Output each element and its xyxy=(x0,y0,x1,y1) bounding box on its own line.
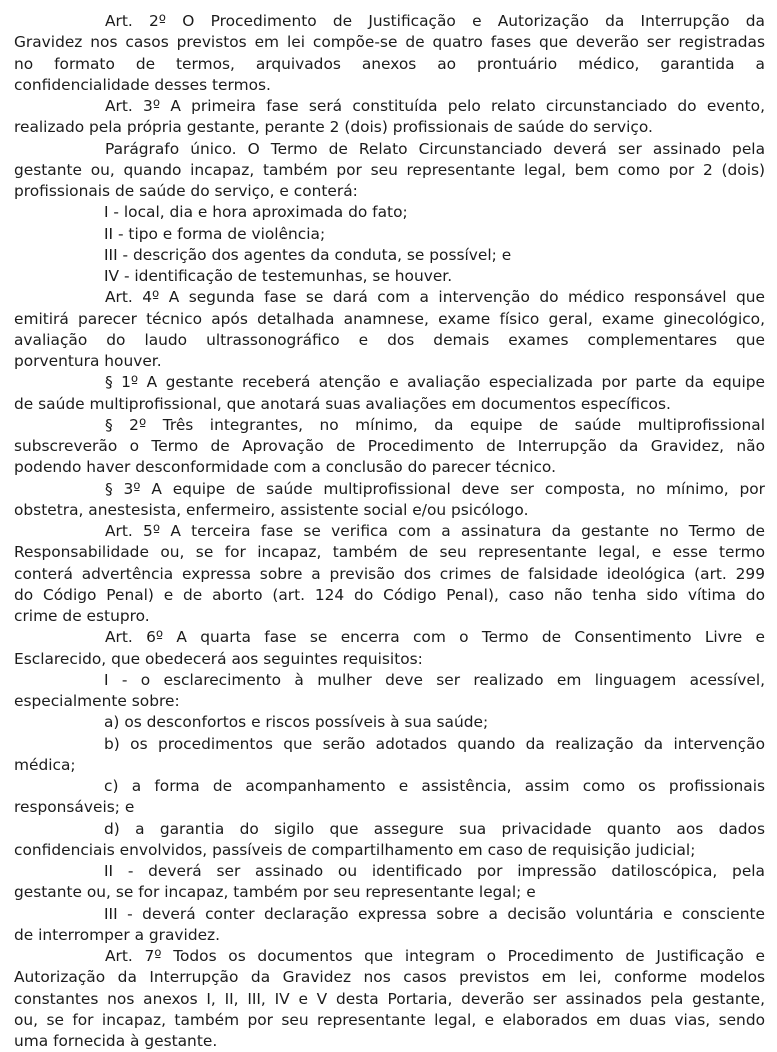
art-2-line-4: confidencialidade desses termos. xyxy=(14,75,271,94)
art-2-line-2: Gravidez nos casos previstos em lei compõe-se de quatro fases que deverão ser registradas xyxy=(14,33,765,52)
art-4-line-3: avaliação do laudo ultrassonográfico e dos demais exames complementares que xyxy=(14,330,765,349)
art-5-line-2: Responsabilidade ou, se for incapaz, também de seu representante legal, e esse termo xyxy=(14,543,765,562)
art-7-line-4: ou, se for incapaz, também por seu representante legal, e elaborados em duas vias, sendo xyxy=(14,1010,765,1029)
art-5-line-1: Art. 5º A terceira fase se verifica com a assinatura da gestante no Termo de xyxy=(105,522,765,540)
art-4-par-2-line-2: subscreverão o Termo de Aprovação de Procedimento de Interrupção da Gravidez, não xyxy=(14,437,765,455)
art-7-line-1: Art. 7º Todos os documentos que integram o Procedimento de Justificação e xyxy=(105,947,765,965)
inciso-iii: III - descrição dos agentes da conduta, se possível; e xyxy=(104,245,512,264)
art-6-inciso-iii-line-1: III - deverá conter declaração expressa sobre a decisão voluntária e consciente xyxy=(104,904,765,923)
alinea-c-line-2: responsáveis; e xyxy=(14,798,135,817)
art-4-par-1-line-2: de saúde multiprofissional, que anotará suas avaliações em documentos específicos. xyxy=(14,394,671,413)
art-6-inciso-i-line-2: especialmente sobre: xyxy=(14,692,180,710)
alinea-a: a) os desconfortos e riscos possíveis à sua saúde; xyxy=(104,713,489,732)
alinea-b-line-2: médica; xyxy=(14,755,76,774)
art-5-line-5: crime de estupro. xyxy=(14,607,150,625)
art-7-line-2: Autorização da Interrupção da Gravidez nos casos previstos em lei, conforme modelos xyxy=(14,968,765,987)
art-6-inciso-ii-line-2: gestante ou, se for incapaz, também por seu representante legal; e xyxy=(14,883,536,902)
art-4-par-3-line-2: obstetra, anestesista, enfermeiro, assistente social e/ou psicólogo. xyxy=(14,500,529,519)
art-4-line-4: porventura houver. xyxy=(14,352,162,370)
alinea-d-line-2: confidenciais envolvidos, passíveis de compartilhamento em caso de requisição judicial; xyxy=(14,840,696,859)
alinea-b-line-1: b) os procedimentos que serão adotados quando da realização da intervenção xyxy=(104,734,765,753)
art-3-line-1: Art. 3º A primeira fase será constituída pelo relato circunstanciado do evento, xyxy=(105,97,765,115)
art-5-line-3: conterá advertência expressa sobre a previsão dos crimes de falsidade ideológica (art. 299 xyxy=(14,564,765,583)
art-4-par-2-line-1: § 2º Três integrantes, no mínimo, da equipe de saúde multiprofissional xyxy=(105,415,765,434)
art-2-line-3: no formato de termos, arquivados anexos ao prontuário médico, garantida a xyxy=(14,54,765,73)
art-4-par-2-line-3: podendo haver desconformidade com a conclusão do parecer técnico. xyxy=(14,458,556,477)
art-6-line-1: Art. 6º A quarta fase se encerra com o Termo de Consentimento Livre e xyxy=(105,628,765,647)
art-5-line-4: do Código Penal) e de aborto (art. 124 do Código Penal), caso não tenha sido vítima do xyxy=(14,585,765,604)
art-6-inciso-iii-line-2: de interromper a gravidez. xyxy=(14,925,221,944)
alinea-c-line-1: c) a forma de acompanhamento e assistência, assim como os profissionais xyxy=(104,777,765,795)
art-4-par-3-line-1: § 3º A equipe de saúde multiprofissional deve ser composta, no mínimo, por xyxy=(105,479,765,498)
art-4-line-2: emitirá parecer técnico após detalhada anamnese, exame físico geral, exame ginecológico, xyxy=(14,309,765,328)
paragrafo-unico-line-1: Parágrafo único. O Termo de Relato Circunstanciado deverá ser assinado pela xyxy=(105,139,765,158)
art-6-inciso-ii-line-1: II - deverá ser assinado ou identificado por impressão datiloscópica, pela xyxy=(104,862,765,880)
art-7-line-5: uma fornecida à gestante. xyxy=(14,1032,218,1050)
art-4-par-1-line-1: § 1º A gestante receberá atenção e avaliação especializada por parte da equipe xyxy=(105,373,765,392)
art-6-line-2: Esclarecido, que obedecerá aos seguintes requisitos: xyxy=(14,649,423,668)
art-4-line-1: Art. 4º A segunda fase se dará com a intervenção do médico responsável que xyxy=(105,288,765,307)
art-2-line-1: Art. 2º O Procedimento de Justificação e Autorização da Interrupção da xyxy=(105,12,765,30)
art-6-inciso-i-line-1: I - o esclarecimento à mulher deve ser realizado em linguagem acessível, xyxy=(104,670,765,689)
inciso-i: I - local, dia e hora aproximada do fato; xyxy=(104,203,408,222)
inciso-ii: II - tipo e forma de violência; xyxy=(104,224,326,243)
alinea-d-line-1: d) a garantia do sigilo que assegure sua privacidade quanto aos dados xyxy=(104,819,765,838)
art-7-line-3: constantes nos anexos I, II, III, IV e V desta Portaria, deverão ser assinados pela gestante, xyxy=(14,989,765,1008)
art-3-line-2: realizado pela própria gestante, perante 2 (dois) profissionais de saúde do serviço. xyxy=(14,118,653,137)
paragrafo-unico-line-3: profissionais de saúde do serviço, e conterá: xyxy=(14,182,358,200)
inciso-iv: IV - identificação de testemunhas, se houver. xyxy=(104,267,453,285)
paragrafo-unico-line-2: gestante ou, quando incapaz, também por seu representante legal, bem como por 2 (dois) xyxy=(14,160,765,179)
